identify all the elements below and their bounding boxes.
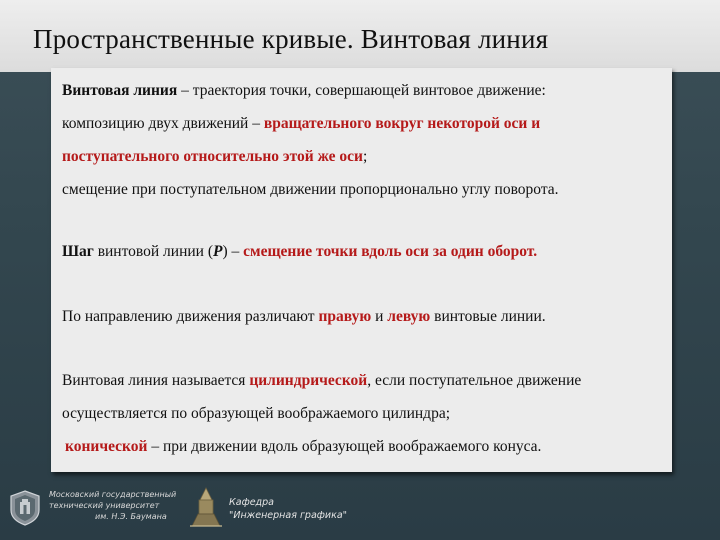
right-helix-highlight: правую xyxy=(318,308,372,325)
content-panel xyxy=(51,68,672,472)
paragraph-conical xyxy=(65,438,541,456)
definition-text: – траектория точки, совершающей винтовое движение: xyxy=(177,82,546,99)
paragraph-cylindrical xyxy=(62,372,581,390)
pitch-dash: ) – xyxy=(222,243,244,260)
footer xyxy=(0,478,720,540)
direction-text-start: По направлению движения различают xyxy=(62,308,319,325)
pitch-highlight: смещение точки вдоль оси за один оборот. xyxy=(243,243,538,260)
title-band xyxy=(0,0,720,72)
department-name xyxy=(229,496,347,522)
cylindrical-highlight: цилиндрической xyxy=(249,372,368,389)
university-line-2: технический университет xyxy=(49,501,160,510)
department-line-2: "Инженерная графика" xyxy=(229,510,348,521)
paragraph-pitch xyxy=(62,243,537,261)
paragraph-composition xyxy=(62,115,540,133)
direction-and: и xyxy=(371,308,388,325)
translation-highlight: поступательного относительно этой же оси xyxy=(62,148,363,165)
term-pitch: Шаг xyxy=(62,243,94,260)
conical-highlight: конической xyxy=(65,438,148,455)
term-helix: Винтовая линия xyxy=(62,82,178,99)
cylindrical-text-end: , если поступательное движение xyxy=(367,372,582,389)
university-line-3: им. Н.Э. Баумана xyxy=(95,512,167,521)
university-line-1: Московский государственный xyxy=(49,490,177,499)
slide-title: Пространственные кривые. Винтовая линия xyxy=(33,24,549,54)
direction-text-end: винтовые линии. xyxy=(430,308,546,325)
university-name xyxy=(49,489,179,522)
paragraph-proportional: смещение при поступательном движении пропорционально углу поворота. xyxy=(62,181,559,198)
composition-text: композицию двух движений – xyxy=(62,115,264,132)
translation-punct: ; xyxy=(362,148,368,165)
drafting-monument-icon xyxy=(188,486,224,528)
paragraph-definition xyxy=(62,82,546,100)
paragraph-direction xyxy=(62,308,546,326)
left-helix-highlight: левую xyxy=(387,308,431,325)
rotation-highlight: вращательного вокруг некоторой оси и xyxy=(263,115,541,132)
department-line-1: Кафедра xyxy=(229,497,274,508)
bmstu-emblem-icon xyxy=(8,490,42,526)
pitch-text: винтовой линии ( xyxy=(93,243,213,260)
cylindrical-text-start: Винтовая линия называется xyxy=(62,372,250,389)
pitch-symbol: Р xyxy=(213,243,223,260)
conical-text: – при движении вдоль образующей воображаемого конуса. xyxy=(147,438,542,455)
paragraph-translation xyxy=(62,148,367,166)
paragraph-cylinder-generatrix: осуществляется по образующей воображаемого цилиндра; xyxy=(62,405,451,422)
